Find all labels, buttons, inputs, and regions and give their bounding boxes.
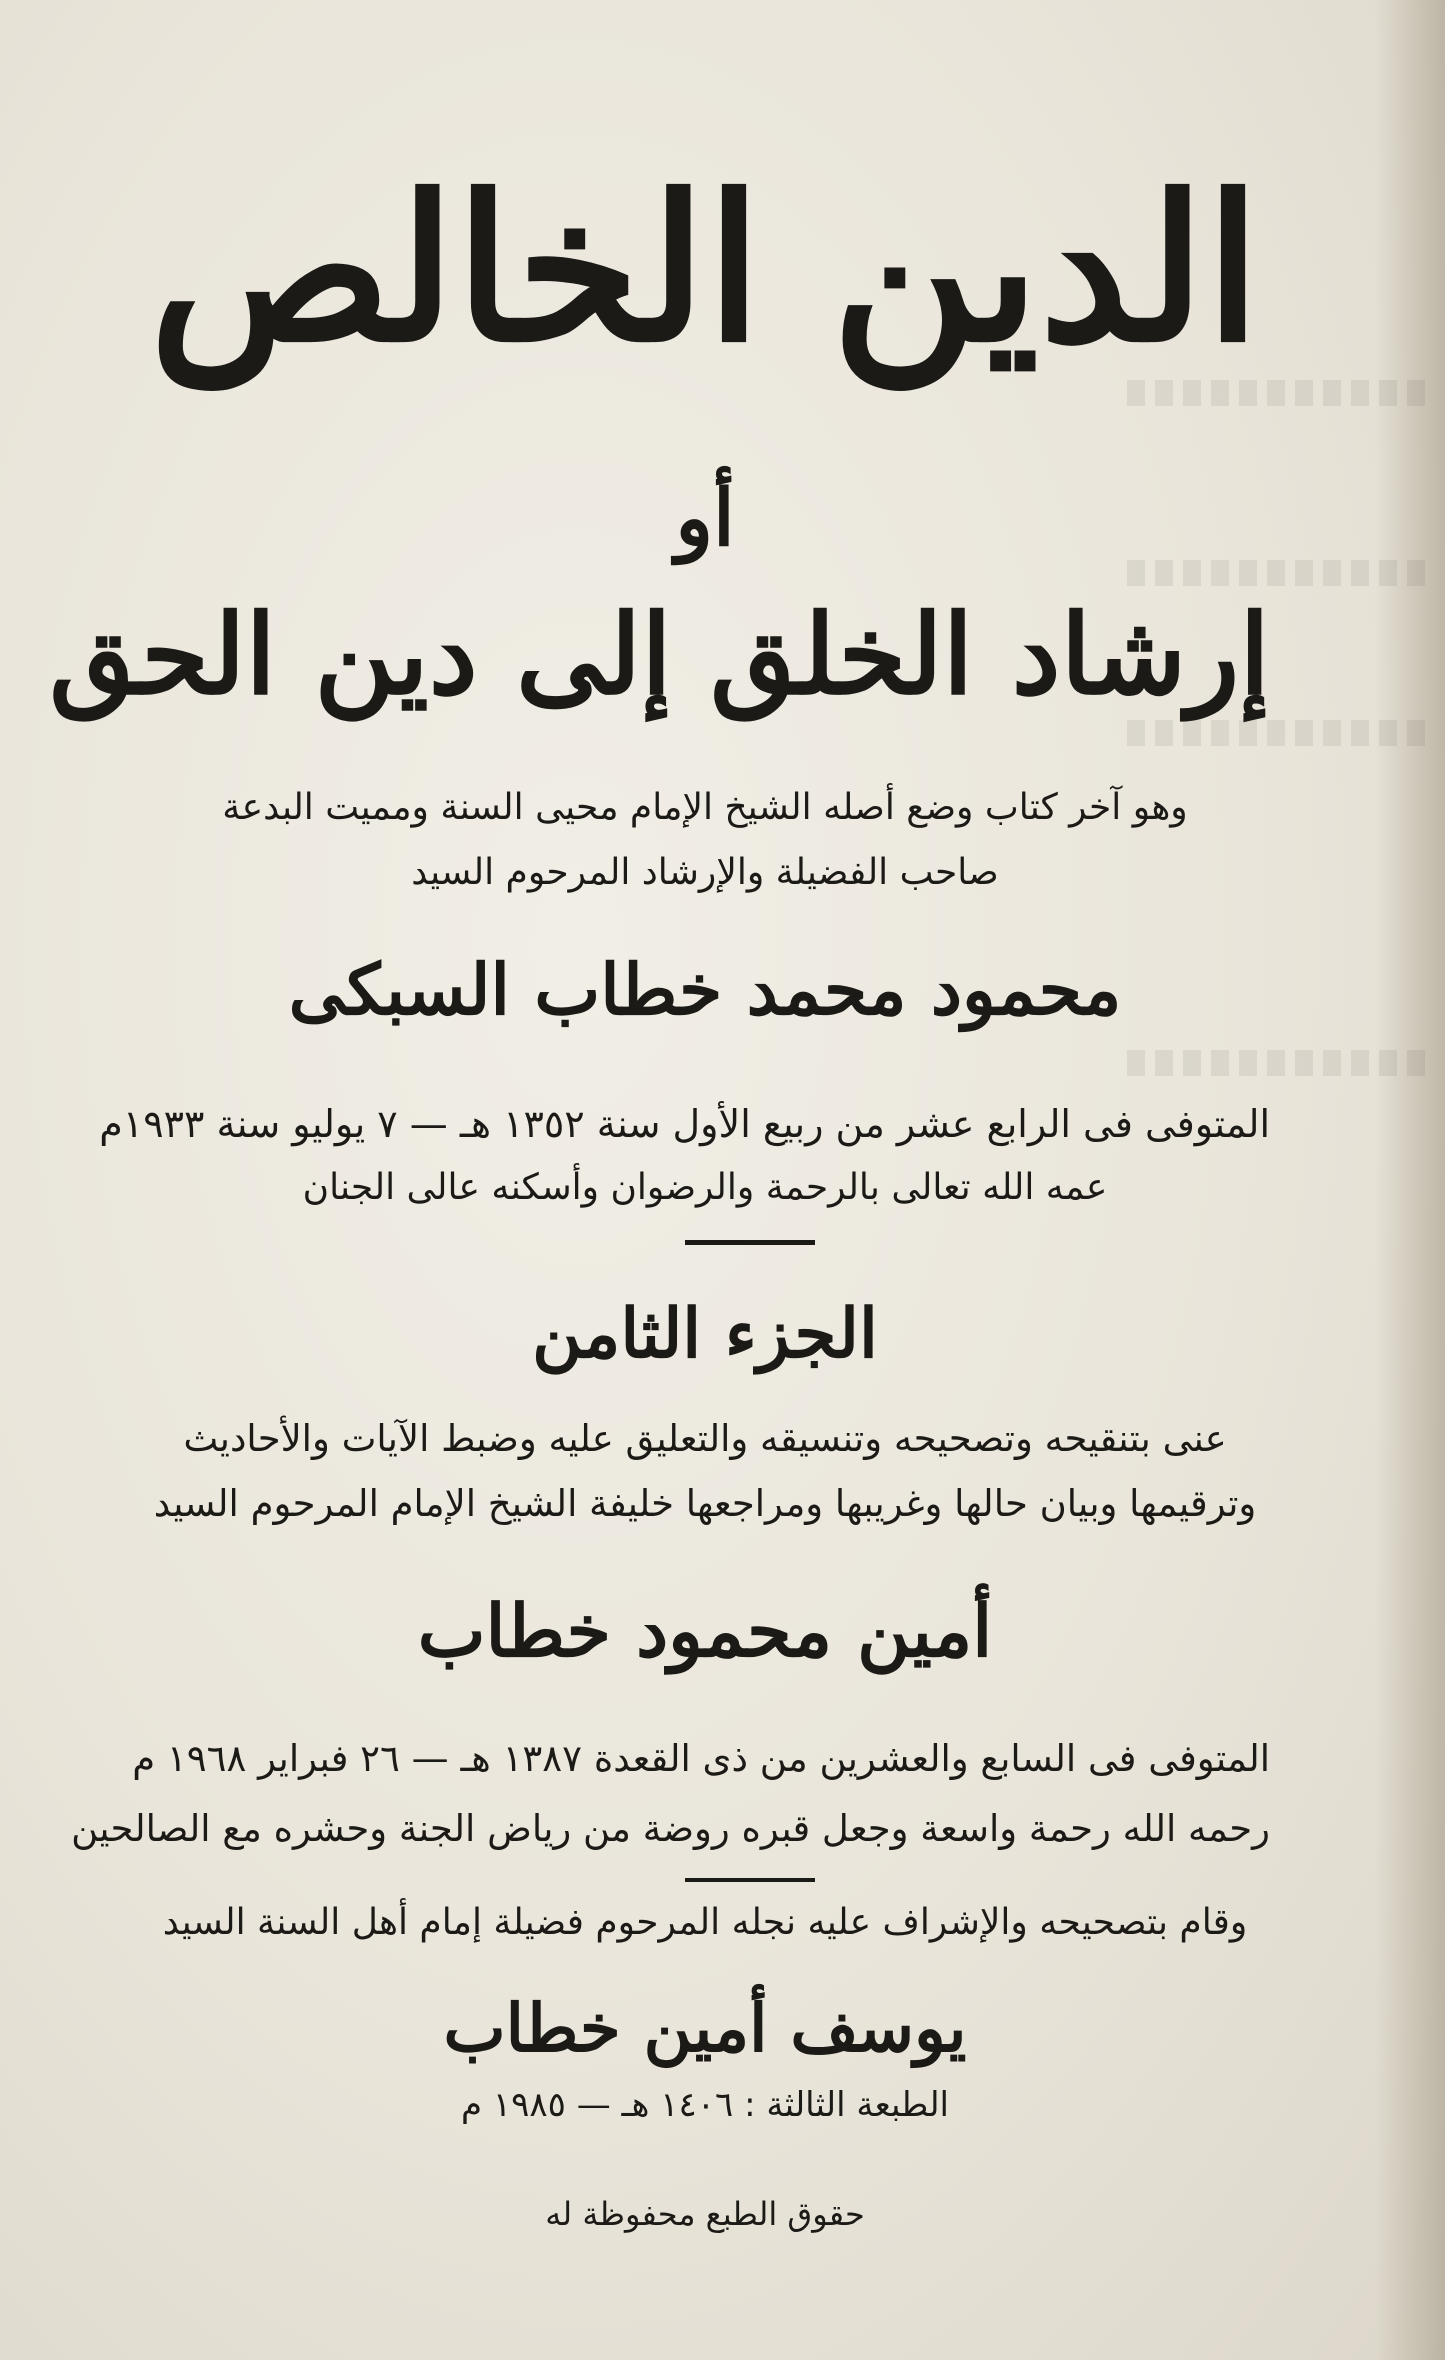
title-or: أو bbox=[675, 473, 735, 564]
divider-rule bbox=[685, 1240, 815, 1245]
book-subtitle: إرشاد الخلق إلى دين الحق bbox=[49, 590, 1270, 719]
death2-line-1: المتوفى فى السابع والعشرين من ذى القعدة ١٣٨٧ هـ — ٢٦ فبراير ١٩٦٨ م bbox=[132, 1737, 1270, 1780]
editor-line-1: عنى بتنقيحه وتصحيحه وتنسيقه والتعليق عليه وضبط الآيات والأحاديث bbox=[183, 1417, 1227, 1460]
edition-line: الطبعة الثالثة : ١٤٠٦ هـ — ١٩٨٥ م bbox=[460, 2085, 950, 2125]
death2-line-2: رحمه الله رحمة واسعة وجعل قبره روضة من رياض الجنة وحشره مع الصالحين bbox=[71, 1807, 1270, 1850]
intro-line-1: وهو آخر كتاب وضع أصله الشيخ الإمام محيى السنة ومميت البدعة bbox=[222, 787, 1188, 828]
divider-rule-2 bbox=[685, 1878, 815, 1882]
author-name-1: محمود محمد خطاب السبكى bbox=[288, 948, 1122, 1031]
reviewer-line: وقام بتصحيحه والإشراف عليه نجله المرحوم فضيلة إمام أهل السنة السيد bbox=[162, 1902, 1248, 1943]
intro-line-2: صاحب الفضيلة والإرشاد المرحوم السيد bbox=[411, 852, 999, 893]
death-line-2: عمه الله تعالى بالرحمة والرضوان وأسكنه عالى الجنان bbox=[302, 1167, 1108, 1208]
book-title: الدين الخالص bbox=[149, 152, 1261, 387]
volume-part: الجزء الثامن bbox=[532, 1294, 878, 1374]
death-line-1: المتوفى فى الرابع عشر من ربيع الأول سنة ١٣٥٢ هـ — ٧ يوليو سنة ١٩٣٣م bbox=[99, 1102, 1270, 1146]
title-page-content bbox=[49, 0, 1270, 2360]
editor-line-2: وترقيمها وبيان حالها وغريبها ومراجعها خليفة الشيخ الإمام المرحوم السيد bbox=[153, 1482, 1257, 1525]
page-edge-shadow bbox=[1375, 0, 1445, 2360]
author-name-3: يوسف أمين خطاب bbox=[443, 1989, 967, 2067]
rights-line: حقوق الطبع محفوظة له bbox=[545, 2195, 865, 2233]
author-name-2: أمين محمود خطاب bbox=[417, 1588, 993, 1673]
